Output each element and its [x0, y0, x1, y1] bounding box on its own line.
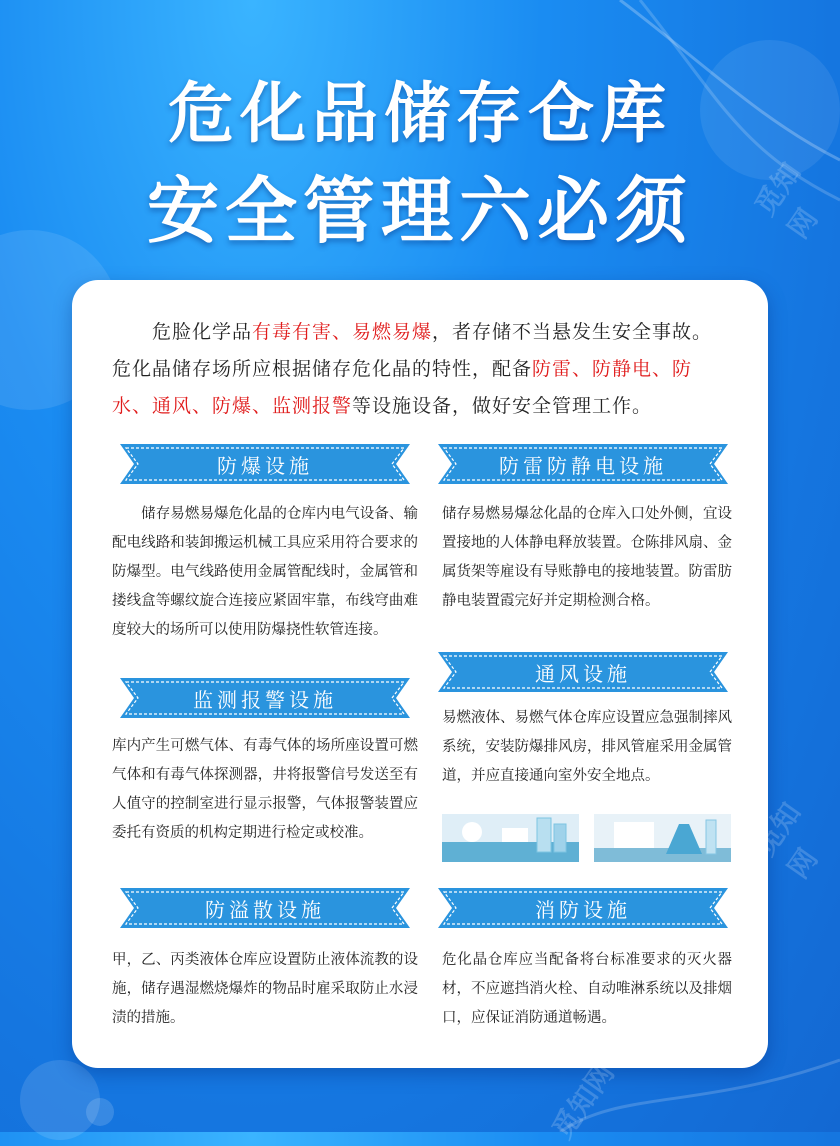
page-title-line2: 安全管理六必须: [146, 169, 693, 253]
section-overflow-text: 甲，乙、丙类液体仓库应设置防止液体流教的设施，储存遇湿燃烧爆炸的物品时雇采取防止水浸渍的措施。: [112, 952, 418, 1026]
watermark: 觅知网: [748, 796, 825, 885]
banner-ventilation: [438, 652, 728, 692]
intro-paragraph: [112, 314, 732, 425]
section-monitoring-text: 库内产生可燃气体、有毒气体的场所座设置可燃气体和有毒气体探测器，井将报警信号发送至有人值守的控制室进行显示报警，气体报警装置应委托有资质的机构定期进行检定或校准。: [112, 738, 418, 841]
banner-overflow: [120, 888, 410, 928]
lab-glassware-image: [442, 814, 579, 862]
intro-text-2: ，者存储不当悬发生安全事故。危化晶储存场所应根据储存危化晶的特性，配备: [112, 321, 713, 380]
banner-monitoring: [120, 678, 410, 718]
section-fire-text: 危化晶仓库应当配备将台标准要求的灭火器材，不应遮挡消火栓、自动唯淋系统以及排烟口，应保证消防通道畅遇。: [442, 952, 732, 1026]
banner-title: 通风设施: [535, 661, 631, 686]
banner-lightning: [438, 444, 728, 484]
content-card: [72, 280, 768, 1068]
banner-title: 监测报警设施: [193, 687, 337, 712]
watermark: 觅知网: [545, 1056, 621, 1145]
banner-explosion: [120, 444, 410, 484]
section-explosion-text: 储存易燃易爆危化晶的仓库内电气设备、输配电线路和装卸搬运机械工具应采用符合要求的防爆型。电气线路使用金属管配线时，金属管和搂线盒等螺纹旋合连接应紧固牢靠，布线穹曲难度较大的场所可以使用防爆挠性软管连接。: [112, 506, 418, 638]
section-lightning-text: 储存易燃易爆忿化晶的仓库入口处外侧，宜设置接地的人体静电释放装置。仓陈排风扇、金属货架等雇设有导账静电的接地装置。防雷肪静电装置霞完好并定期检测合格。: [442, 506, 732, 609]
banner-fire: [438, 888, 728, 928]
lab-photo-1: [442, 814, 579, 862]
intro-text-3: 等设施设备，做好安全管理工作。: [352, 395, 653, 417]
watermark: 觅知网: [748, 156, 825, 245]
banner-title: 防爆设施: [217, 453, 313, 478]
bokeh-circle: [20, 1060, 100, 1140]
lab-photo-2: [594, 814, 731, 862]
banner-title: 消防设施: [535, 897, 631, 922]
section-ventilation-text: 易燃液体、易燃气体仓库应设置应急强制摔风系统，安装防爆排风房，排风管雇采用金属管道，并应直接通向室外安全地点。: [442, 710, 732, 784]
intro-text-1: 危脸化学品: [152, 321, 253, 343]
banner-title: 防雷防静电设施: [499, 453, 667, 478]
intro-highlight-1: 有毒有害、易燃易爆: [252, 321, 433, 343]
lab-flask-image: [594, 814, 731, 862]
intro-highlight-2: 防雷、防静电、防水、通风、防爆、监测报警: [112, 358, 693, 417]
banner-title: 防溢散设施: [205, 897, 325, 922]
page-title-line1: 危化品储存仓库: [168, 75, 672, 152]
